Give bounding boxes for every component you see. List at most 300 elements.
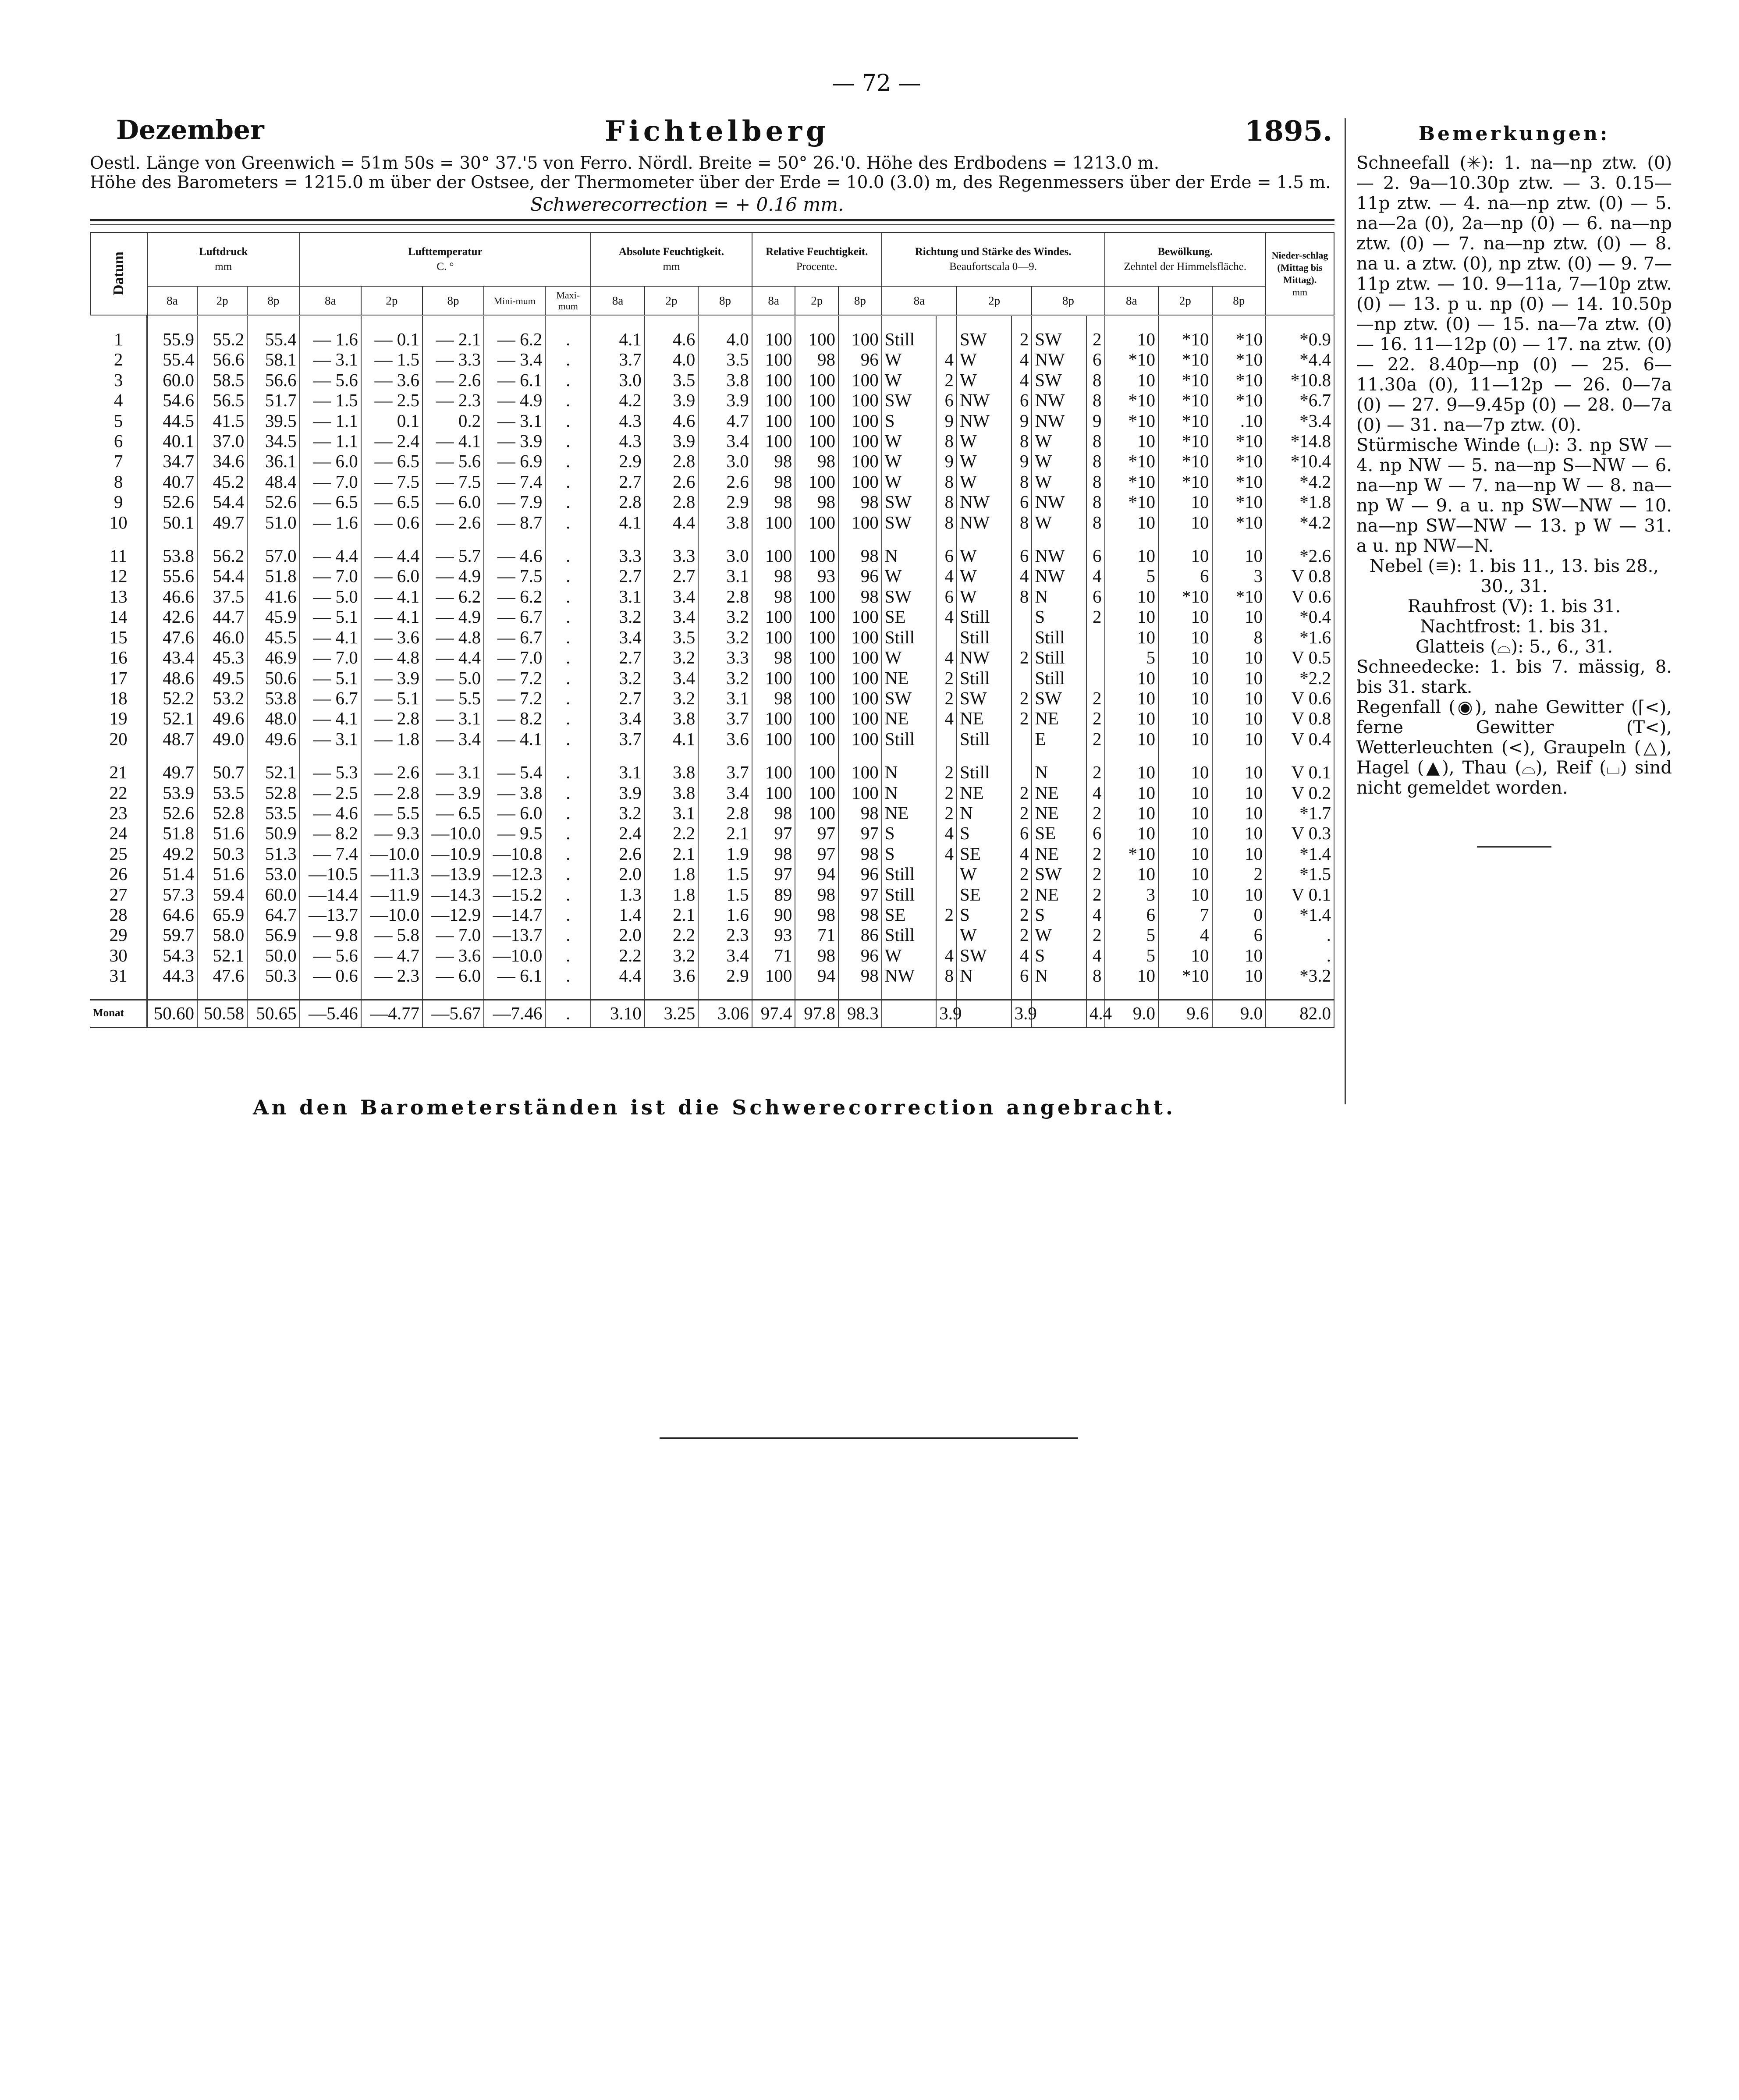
table-cell: 64.6 (147, 905, 197, 925)
table-cell: 49.6 (197, 708, 247, 728)
table-cell: — 4.4 (300, 546, 361, 566)
table-cell: 52.8 (247, 783, 299, 803)
table-cell: NE (1032, 844, 1086, 864)
table-cell: *10 (1212, 329, 1266, 349)
table-cell: 6 (1011, 492, 1032, 512)
table-cell: — 6.1 (484, 965, 545, 986)
table-cell: SE (1032, 823, 1086, 843)
subhead-rel-8p: 8p (838, 286, 882, 316)
spacer-cell (90, 986, 147, 1000)
table-cell: 48.4 (247, 472, 299, 492)
table-cell: NW (1032, 546, 1086, 566)
table-cell: 2 (1011, 803, 1032, 823)
table-cell: —14.3 (422, 884, 484, 905)
table-cell: V 0.4 (1266, 729, 1334, 749)
table-cell: *10 (1105, 472, 1159, 492)
table-cell: 3.2 (698, 607, 752, 627)
table-row (90, 762, 1334, 782)
table-cell: Still (1032, 627, 1086, 647)
spacer-cell (484, 316, 545, 330)
table-cell: — 6.7 (300, 688, 361, 708)
spacer-cell (1086, 749, 1105, 762)
table-cell: — 3.1 (422, 708, 484, 728)
table-cell: 10 (1105, 688, 1159, 708)
table-cell: 10 (1105, 512, 1159, 532)
table-cell: W (1032, 431, 1086, 451)
table-spacer-row (90, 316, 1334, 330)
table-cell (936, 729, 957, 749)
table-cell: — 3.9 (422, 783, 484, 803)
row-label: 14 (90, 607, 147, 627)
table-cell: 6 (936, 546, 957, 566)
spacer-cell (1011, 316, 1032, 330)
col-header-niederschlag: Nieder-schlag (Mittag bis Mittag). mm (1266, 233, 1334, 316)
table-cell: S (1032, 905, 1086, 925)
table-cell: 100 (752, 627, 795, 647)
table-cell: — 2.1 (422, 329, 484, 349)
table-cell: 39.5 (247, 411, 299, 431)
table-cell: . (545, 1000, 591, 1027)
table-cell: 49.7 (147, 762, 197, 782)
spacer-cell (1032, 749, 1086, 762)
table-cell: 2.6 (591, 844, 645, 864)
table-cell: 100 (795, 546, 838, 566)
table-cell: — 6.0 (361, 566, 422, 586)
table-cell (1011, 627, 1032, 647)
table-cell: 3.9 (1011, 1000, 1032, 1027)
table-cell: . (545, 708, 591, 728)
table-cell: 41.5 (197, 411, 247, 431)
table-cell: 10 (1158, 512, 1212, 532)
table-cell: 3.2 (645, 647, 699, 667)
table-cell: 10 (1105, 431, 1159, 451)
table-cell (936, 884, 957, 905)
table-cell: W (957, 586, 1011, 607)
table-cell: —10.9 (422, 844, 484, 864)
table-cell: 98 (838, 803, 882, 823)
table-cell (1011, 607, 1032, 627)
table-cell: — 2.8 (361, 783, 422, 803)
spacer-cell (1011, 532, 1032, 546)
table-cell: 10 (1105, 708, 1159, 728)
spacer-cell (422, 316, 484, 330)
table-cell: 3.7 (591, 729, 645, 749)
table-cell: —10.8 (484, 844, 545, 864)
table-cell: 71 (752, 945, 795, 965)
table-cell: 4.7 (698, 411, 752, 431)
table-cell: 100 (795, 783, 838, 803)
table-cell: 4 (936, 708, 957, 728)
table-cell: 0 (1212, 905, 1266, 925)
remarks-panel (1356, 123, 1672, 848)
table-cell: 10 (1158, 492, 1212, 512)
table-cell: SW (957, 329, 1011, 349)
table-cell: *10 (1212, 586, 1266, 607)
table-cell: 98 (752, 451, 795, 471)
table-cell: *1.7 (1266, 803, 1334, 823)
spacer-cell (1158, 749, 1212, 762)
table-cell: 52.8 (197, 803, 247, 823)
table-cell: 10 (1212, 823, 1266, 843)
table-cell: SW (882, 586, 937, 607)
table-cell: SE (882, 905, 937, 925)
table-cell: 50.0 (247, 945, 299, 965)
table-cell: —5.46 (300, 1000, 361, 1027)
table-spacer-row (90, 986, 1334, 1000)
table-cell: 10 (1105, 546, 1159, 566)
table-cell: — 7.0 (484, 647, 545, 667)
table-cell: 3.2 (591, 607, 645, 627)
table-cell: 4.3 (591, 431, 645, 451)
table-cell: — 7.5 (361, 472, 422, 492)
table-cell: — 4.1 (361, 607, 422, 627)
table-cell: 98 (838, 844, 882, 864)
subhead-abs-8p: 8p (698, 286, 752, 316)
table-cell: 100 (838, 431, 882, 451)
table-cell: 8 (1086, 390, 1105, 410)
table-cell: V 0.3 (1266, 823, 1334, 843)
table-cell: —4.77 (361, 1000, 422, 1027)
row-label: 24 (90, 823, 147, 843)
table-cell: 98 (752, 803, 795, 823)
table-cell (936, 864, 957, 884)
table-cell: 1.4 (591, 905, 645, 925)
table-cell: W (957, 864, 1011, 884)
table-row (90, 884, 1334, 905)
table-cell: 9.6 (1158, 1000, 1212, 1027)
table-cell: — 3.1 (422, 762, 484, 782)
table-cell: 9 (1086, 411, 1105, 431)
table-cell: 100 (795, 329, 838, 349)
table-cell: 100 (752, 512, 795, 532)
table-cell: 98 (752, 566, 795, 586)
table-cell: 98 (752, 586, 795, 607)
table-cell: . (545, 803, 591, 823)
table-cell: W (957, 925, 1011, 945)
table-cell: 3.9 (936, 1000, 957, 1027)
table-row (90, 492, 1334, 512)
table-cell: *0.9 (1266, 329, 1334, 349)
table-cell: 51.6 (197, 823, 247, 843)
spacer-cell (957, 986, 1011, 1000)
table-cell: N (882, 762, 937, 782)
table-cell: 0.2 (422, 411, 484, 431)
table-cell: 2 (1086, 708, 1105, 728)
table-cell: SW (1032, 688, 1086, 708)
table-cell (1011, 729, 1032, 749)
spacer-cell (147, 532, 197, 546)
col-header-absolute-feuchtigkeit: Absolute Feuchtigkeit. mm (591, 233, 752, 286)
table-cell: . (545, 729, 591, 749)
table-cell: 3.9 (698, 390, 752, 410)
table-cell: — 2.3 (422, 390, 484, 410)
table-cell: 1.5 (698, 864, 752, 884)
spacer-cell (361, 986, 422, 1000)
table-cell: 37.5 (197, 586, 247, 607)
table-cell: 100 (752, 668, 795, 688)
table-cell: 3.9 (645, 390, 699, 410)
subhead-temp-8p: 8p (422, 286, 484, 316)
table-cell: 100 (752, 370, 795, 390)
spacer-cell (698, 986, 752, 1000)
table-cell: 1.8 (645, 864, 699, 884)
table-cell: 10 (1105, 783, 1159, 803)
table-cell: *3.2 (1266, 965, 1334, 986)
table-cell: *10 (1212, 472, 1266, 492)
table-row (90, 512, 1334, 532)
table-cell: 3.7 (591, 349, 645, 369)
page-number: — 72 — (832, 70, 921, 96)
table-cell: 2.8 (645, 451, 699, 471)
table-cell: 94 (795, 965, 838, 986)
table-cell: — 5.6 (300, 370, 361, 390)
table-cell: 6 (1011, 965, 1032, 986)
table-cell: S (1032, 945, 1086, 965)
subhead-luftdruck-8a: 8a (147, 286, 197, 316)
table-cell: — 6.0 (422, 492, 484, 512)
spacer-cell (300, 986, 361, 1000)
table-cell: 3 (1212, 566, 1266, 586)
table-cell: NW (957, 390, 1011, 410)
table-cell: . (545, 762, 591, 782)
spacer-cell (838, 316, 882, 330)
table-cell: *10 (1105, 411, 1159, 431)
table-cell: . (545, 823, 591, 843)
table-cell: Still (957, 762, 1011, 782)
row-label: 18 (90, 688, 147, 708)
table-cell: 2.7 (591, 688, 645, 708)
table-cell: *10 (1212, 451, 1266, 471)
table-cell: 8 (1011, 472, 1032, 492)
table-cell: 10 (1212, 688, 1266, 708)
subhead-cloud-8p: 8p (1212, 286, 1266, 316)
table-cell: 10 (1158, 884, 1212, 905)
table-cell: 54.3 (147, 945, 197, 965)
row-label: 6 (90, 431, 147, 451)
table-cell: NW (1032, 411, 1086, 431)
spacer-cell (752, 532, 795, 546)
table-cell (882, 1000, 937, 1027)
row-label: 16 (90, 647, 147, 667)
table-cell: W (957, 566, 1011, 586)
table-cell: 10 (1158, 844, 1212, 864)
table-cell: 100 (795, 411, 838, 431)
table-cell: 6 (936, 586, 957, 607)
table-cell: 100 (838, 370, 882, 390)
table-cell: — 7.0 (300, 566, 361, 586)
spacer-cell (1105, 532, 1159, 546)
table-cell: — 4.4 (361, 546, 422, 566)
table-cell: N (882, 546, 937, 566)
spacer-cell (300, 532, 361, 546)
table-cell: —13.7 (300, 905, 361, 925)
observation-table (90, 232, 1334, 1028)
table-cell: 8 (1086, 451, 1105, 471)
table-cell: 98 (795, 451, 838, 471)
table-cell: — 4.8 (361, 647, 422, 667)
spacer-cell (147, 986, 197, 1000)
table-cell: 3.2 (645, 945, 699, 965)
table-cell: 10 (1158, 762, 1212, 782)
table-row (90, 329, 1334, 349)
table-cell: 10 (1158, 688, 1212, 708)
table-cell: . (545, 451, 591, 471)
table-cell: 3.1 (645, 803, 699, 823)
row-label: 13 (90, 586, 147, 607)
table-cell: 100 (752, 431, 795, 451)
table-cell: 49.6 (247, 729, 299, 749)
table-cell: 94 (795, 864, 838, 884)
table-cell (1086, 647, 1105, 667)
table-cell: 2.8 (698, 586, 752, 607)
table-cell: . (545, 925, 591, 945)
table-cell: 5 (1105, 647, 1159, 667)
table-cell: 100 (795, 607, 838, 627)
spacer-cell (591, 986, 645, 1000)
table-cell: 3.2 (698, 627, 752, 647)
table-cell: 97 (838, 884, 882, 905)
spacer-cell (936, 316, 957, 330)
table-cell: 89 (752, 884, 795, 905)
table-cell (936, 329, 957, 349)
table-cell: V 0.6 (1266, 688, 1334, 708)
table-cell: 2 (1086, 688, 1105, 708)
table-cell: 100 (752, 607, 795, 627)
table-cell: 48.6 (147, 668, 197, 688)
table-cell: —12.3 (484, 864, 545, 884)
table-cell: 10 (1158, 708, 1212, 728)
table-cell: 1.9 (698, 844, 752, 864)
table-cell: . (545, 390, 591, 410)
table-cell: N (882, 783, 937, 803)
table-cell: . (545, 844, 591, 864)
table-cell: 4 (936, 566, 957, 586)
spacer-cell (247, 986, 299, 1000)
table-row (90, 566, 1334, 586)
table-cell: 100 (752, 965, 795, 986)
observation-table-body (90, 316, 1334, 1028)
table-cell: 45.9 (247, 607, 299, 627)
table-cell: 59.4 (197, 884, 247, 905)
table-cell: 52.6 (147, 803, 197, 823)
table-cell: 3.8 (645, 783, 699, 803)
table-cell: 10 (1212, 729, 1266, 749)
table-row (90, 925, 1334, 945)
table-cell: SW (882, 688, 937, 708)
spacer-cell (422, 532, 484, 546)
table-cell: 52.2 (147, 688, 197, 708)
table-cell: 6 (1086, 349, 1105, 369)
table-row (90, 370, 1334, 390)
table-cell: 10 (1105, 803, 1159, 823)
table-cell: —13.9 (422, 864, 484, 884)
table-cell: 2 (1011, 647, 1032, 667)
table-cell: — 2.6 (361, 762, 422, 782)
row-label: 22 (90, 783, 147, 803)
spacer-cell (1266, 316, 1334, 330)
table-cell: 2 (1011, 783, 1032, 803)
table-cell: . (1266, 925, 1334, 945)
table-cell: Still (957, 668, 1011, 688)
table-cell: 96 (838, 349, 882, 369)
table-cell: N (957, 803, 1011, 823)
table-cell: 47.6 (197, 965, 247, 986)
table-cell: 3.4 (645, 668, 699, 688)
table-row (90, 905, 1334, 925)
table-cell: 98 (752, 844, 795, 864)
table-cell: 51.8 (147, 823, 197, 843)
table-cell: 86 (838, 925, 882, 945)
table-cell: — 2.3 (361, 965, 422, 986)
table-cell: 50.65 (247, 1000, 299, 1027)
table-cell: 100 (795, 708, 838, 728)
table-cell: 4.0 (645, 349, 699, 369)
table-cell: 6 (1212, 925, 1266, 945)
table-cell: —11.3 (361, 864, 422, 884)
table-cell: V 0.5 (1266, 647, 1334, 667)
table-cell: W (957, 472, 1011, 492)
table-cell: NW (1032, 349, 1086, 369)
table-cell: 4 (936, 945, 957, 965)
table-cell: — 4.1 (422, 431, 484, 451)
table-cell: — 4.8 (422, 627, 484, 647)
table-cell: 10 (1212, 844, 1266, 864)
table-cell: 10 (1212, 965, 1266, 986)
row-label: 19 (90, 708, 147, 728)
observation-table-container (90, 232, 1334, 1028)
table-cell (1086, 668, 1105, 688)
table-cell: 2.8 (698, 803, 752, 823)
table-spacer-row (90, 749, 1334, 762)
table-cell: 2 (1011, 925, 1032, 945)
table-cell: 98 (838, 965, 882, 986)
table-cell: — 5.3 (300, 762, 361, 782)
table-cell: 2.9 (698, 965, 752, 986)
spacer-cell (147, 749, 197, 762)
table-cell: —14.7 (484, 905, 545, 925)
spacer-cell (936, 532, 957, 546)
table-cell: 49.2 (147, 844, 197, 864)
table-cell: 3.4 (591, 708, 645, 728)
spacer-cell (795, 749, 838, 762)
table-cell: 100 (752, 546, 795, 566)
table-cell: 2.1 (645, 905, 699, 925)
table-cell: 56.2 (197, 546, 247, 566)
table-cell: NE (1032, 783, 1086, 803)
table-cell: NW (957, 512, 1011, 532)
table-cell: 50.1 (147, 512, 197, 532)
spacer-cell (484, 749, 545, 762)
year-title: 1895. (1245, 115, 1333, 148)
table-cell: 3.6 (698, 729, 752, 749)
table-cell: — 5.6 (300, 945, 361, 965)
table-cell: 2.9 (591, 451, 645, 471)
subhead-rel-8a: 8a (752, 286, 795, 316)
table-cell: 100 (838, 668, 882, 688)
table-cell: 98 (752, 688, 795, 708)
table-cell: 2 (1011, 329, 1032, 349)
table-cell: V 0.8 (1266, 566, 1334, 586)
spacer-cell (645, 986, 699, 1000)
table-cell: W (882, 945, 937, 965)
table-cell: 2.4 (591, 823, 645, 843)
table-cell: 100 (838, 451, 882, 471)
table-cell: Still (957, 607, 1011, 627)
table-cell: 10 (1212, 607, 1266, 627)
table-cell: — 9.5 (484, 823, 545, 843)
table-cell: — 3.1 (484, 411, 545, 431)
table-cell: — 1.6 (300, 329, 361, 349)
